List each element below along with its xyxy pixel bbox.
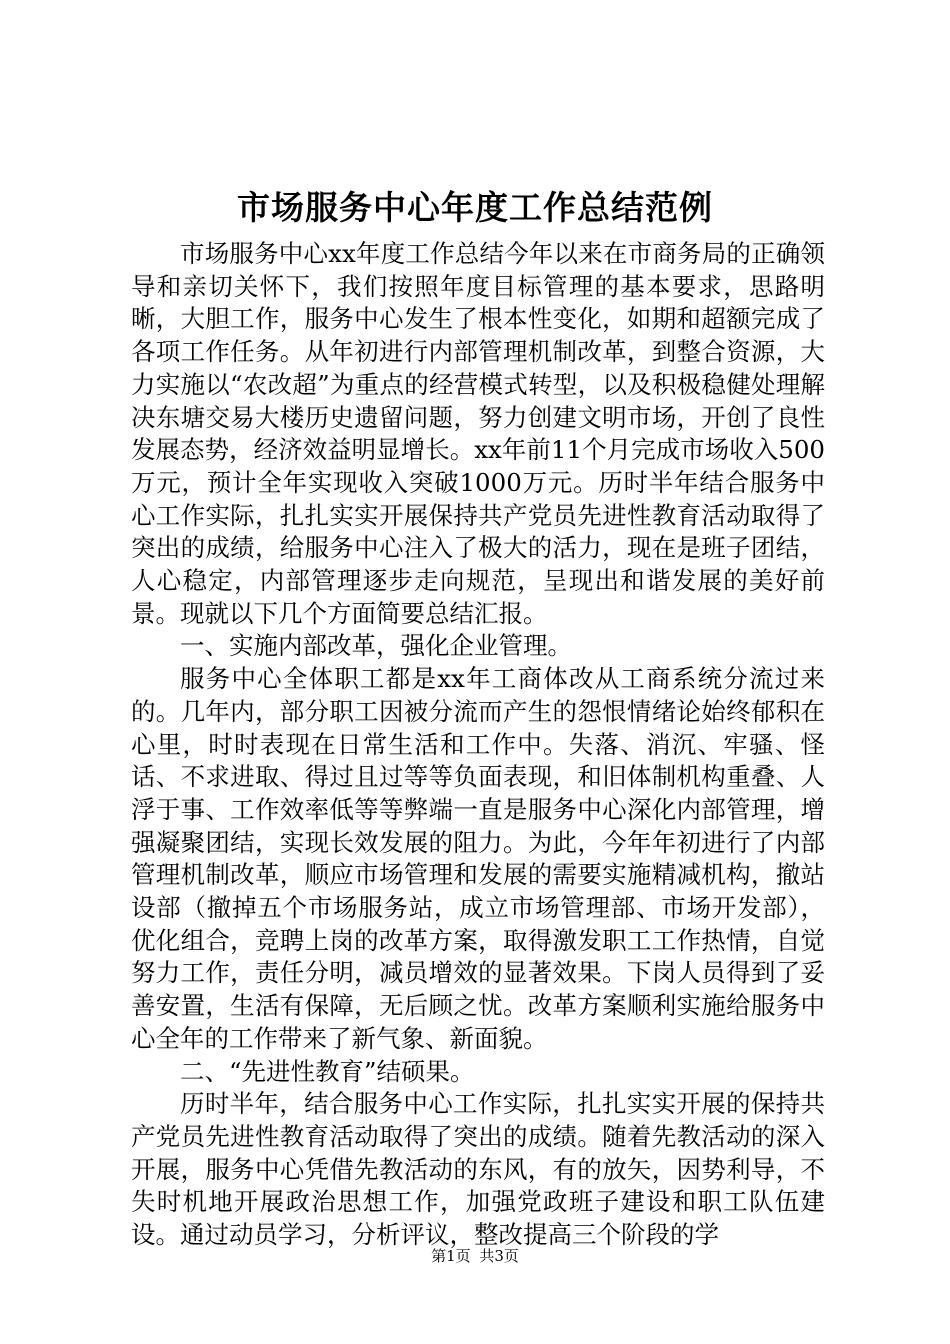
- section-heading-1: 一、实施内部改革，强化企业管理。: [180, 631, 572, 661]
- page-number: 第1页: [431, 1247, 471, 1265]
- document-body: [131, 238, 825, 1252]
- page-total: 共3页: [479, 1247, 519, 1265]
- page-footer: [0, 1246, 950, 1266]
- paragraph-intro: 市场服务中心xx年度工作总结今年以来在市商务局的正确领导和亲切关怀下，我们按照年度目标管理的基本要求，思路明晰，大胆工作，服务中心发生了根本性变化，如期和超额完成了各项工作任务。从年初进行内部管理机制改革，到整合资源，大力实施以“农改超”为重点的经营模式转型，以及积极稳健处理解决东塘交易大楼历史遗留问题，努力创建文明市场，开创了良性发展态势，经济效益明显增长。xx年前11个月完成市场收入500万元，预计全年实现收入突破1000万元。历时半年结合服务中心工作实际，扎扎实实开展保持共产党员先进性教育活动取得了突出的成绩，给服务中心注入了极大的活力，现在是班子团结，人心稳定，内部管理逐步走向规范，呈现出和谐发展的美好前景。现就以下几个方面简要总结汇报。: [131, 239, 825, 628]
- paragraph-section-2: 历时半年，结合服务中心工作实际，扎扎实实开展的保持共产党员先进性教育活动取得了突出的成绩。随着先教活动的深入开展，服务中心凭借先教活动的东风，有的放矢，因势利导，不失时机地开展政治思想工作，加强党政班子建设和职工队伍建设。通过动员学习，分析评议，整改提高三个阶段的学: [131, 1089, 825, 1250]
- paragraph-section-1: 服务中心全体职工都是xx年工商体改从工商系统分流过来的。几年内，部分职工因被分流而产生的怨恨情绪论始终郁积在心里，时时表现在日常生活和工作中。失落、消沉、牢骚、怪话、不求进取、得过且过等等负面表现，和旧体制机构重叠、人浮于事、工作效率低等等弊端一直是服务中心深化内部管理，增强凝聚团结，实现长效发展的阻力。为此，今年年初进行了内部管理机制改革，顺应市场管理和发展的需要实施精减机构，撤站设部（撤掉五个市场服务站，成立市场管理部、市场开发部），优化组合，竞聘上岗的改革方案，取得激发职工工作热情，自觉努力工作，责任分明，减员增效的显著效果。下岗人员得到了妥善安置，生活有保障，无后顾之忧。改革方案顺利实施给服务中心全年的工作带来了新气象、新面貌。: [131, 664, 825, 1053]
- section-heading-2: 二、“先进性教育”结硕果。: [180, 1056, 475, 1086]
- document-title: 市场服务中心年度工作总结范例: [237, 188, 713, 227]
